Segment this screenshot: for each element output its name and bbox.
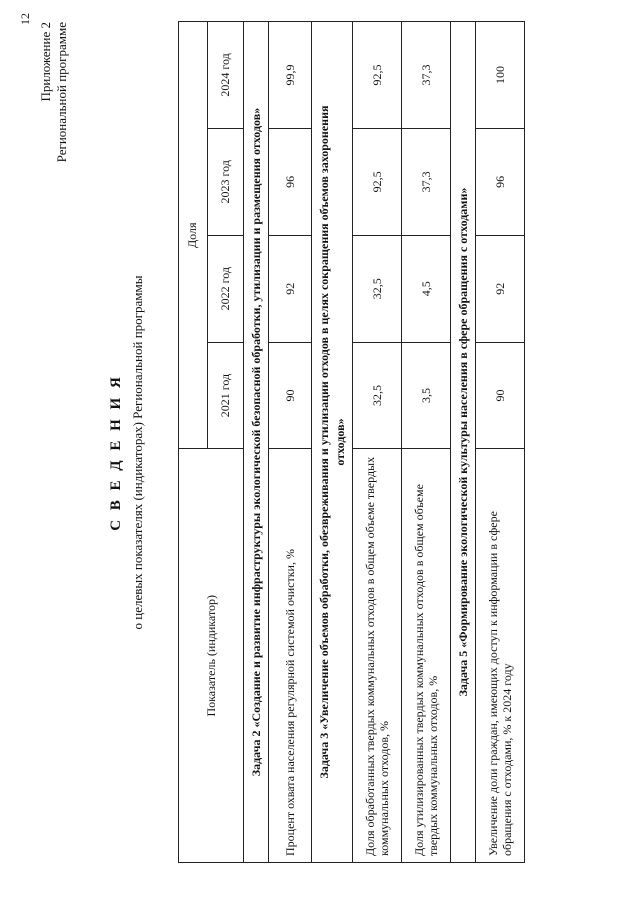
- value-cell: 4,5: [402, 235, 451, 342]
- value-cell: 96: [269, 128, 312, 235]
- value-cell: 96: [476, 128, 525, 235]
- table-row: [476, 22, 525, 863]
- value-cell: 37,3: [402, 128, 451, 235]
- task-row: [244, 22, 269, 863]
- value-cell: 92,5: [353, 22, 402, 129]
- column-header-share: Доля: [179, 22, 208, 449]
- column-header-year: 2024 год: [207, 22, 243, 129]
- table-row: [402, 22, 451, 863]
- indicators-table: [178, 21, 525, 863]
- value-cell: 37,3: [402, 22, 451, 129]
- task-title: Задача 3 «Увеличение объемов обработки, обезвреживания и утилизации отходов в целях сокращения объемов захоронения отходов»: [312, 22, 353, 863]
- document-title: С В Е Д Е Н И Я: [108, 374, 124, 531]
- value-cell: 92: [476, 235, 525, 342]
- value-cell: 92: [269, 235, 312, 342]
- column-header-year: 2023 год: [207, 128, 243, 235]
- task-row: [451, 22, 476, 863]
- value-cell: 32,5: [353, 342, 402, 449]
- value-cell: 32,5: [353, 235, 402, 342]
- value-cell: 100: [476, 22, 525, 129]
- page-number: 12: [18, 13, 32, 25]
- task-title: Задача 5 «Формирование экологической культуры населения в сфере обращения с отходами»: [451, 22, 476, 863]
- indicator-cell: Увеличение доли граждан, имеющих доступ к информации в сфере обращения с отходами, % к 2024 году: [476, 449, 525, 863]
- appendix-line-1: Приложение 2: [38, 22, 53, 102]
- appendix-line-2: Региональной программе: [54, 22, 69, 163]
- indicator-cell: Доля обработанных твердых коммунальных отходов в общем объеме твердых коммунальных отходов, %: [353, 449, 402, 863]
- indicator-cell: Доля утилизированных твердых коммунальных отходов в общем объеме твердых коммунальных отходов, %: [402, 449, 451, 863]
- indicator-cell: Процент охвата населения регулярной системой очистки, %: [269, 449, 312, 863]
- column-header-year: 2022 год: [207, 235, 243, 342]
- task-title: Задача 2 «Создание и развитие инфраструктуры экологической безопасной обработки, утилизации и размещения отходов»: [244, 22, 269, 863]
- value-cell: 92,5: [353, 128, 402, 235]
- value-cell: 99,9: [269, 22, 312, 129]
- value-cell: 3,5: [402, 342, 451, 449]
- value-cell: 90: [476, 342, 525, 449]
- column-header-indicator: Показатель (индикатор): [179, 449, 244, 863]
- table-row: [269, 22, 312, 863]
- column-header-year: 2021 год: [207, 342, 243, 449]
- document-subtitle: о целевых показателях (индикаторах) Региональной программы: [130, 275, 145, 630]
- table-row: [353, 22, 402, 863]
- appendix-label: [38, 22, 70, 162]
- value-cell: 90: [269, 342, 312, 449]
- task-row: [312, 22, 353, 863]
